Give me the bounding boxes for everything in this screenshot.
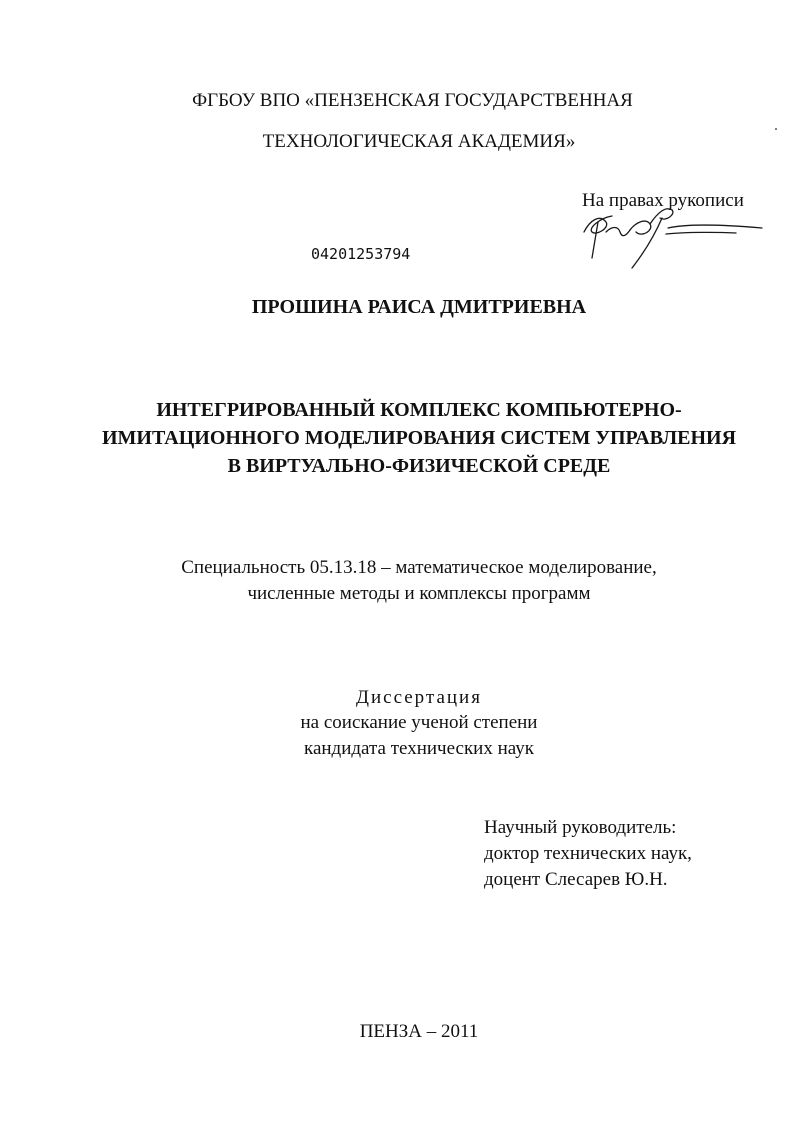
supervisor-name: доцент Слесарев Ю.Н.	[484, 869, 668, 890]
supervisor-label: Научный руководитель:	[484, 817, 677, 838]
title-line-3: В ВИРТУАЛЬНО-ФИЗИЧЕСКОЙ СРЕДЕ	[227, 455, 611, 477]
specialty-line-1: Специальность 05.13.18 – математическое моделирование,	[181, 557, 657, 578]
signature-scribble	[566, 192, 766, 277]
supervisor-degree: доктор технических наук,	[484, 843, 692, 864]
scan-speck	[775, 128, 777, 130]
institution-line-1: ФГБОУ ВПО «ПЕНЗЕНСКАЯ ГОСУДАРСТВЕННАЯ	[192, 90, 633, 111]
catalog-number: 04201253794	[311, 245, 411, 263]
city-year: ПЕНЗА – 2011	[359, 1021, 479, 1042]
dissertation-line-3: кандидата технических наук	[304, 738, 534, 759]
author-name: ПРОШИНА РАИСА ДМИТРИЕВНА	[251, 296, 587, 318]
dissertation-line-2: на соискание ученой степени	[300, 712, 538, 733]
manuscript-note: На правах рукописи	[582, 190, 744, 211]
specialty-line-2: численные методы и комплексы программ	[247, 583, 591, 604]
title-line-2: ИМИТАЦИОННОГО МОДЕЛИРОВАНИЯ СИСТЕМ УПРАВЛЕНИЯ	[101, 427, 737, 449]
institution-line-2: ТЕХНОЛОГИЧЕСКАЯ АКАДЕМИЯ»	[262, 131, 576, 152]
title-line-1: ИНТЕГРИРОВАННЫЙ КОМПЛЕКС КОМПЬЮТЕРНО-	[156, 399, 682, 421]
dissertation-heading: Диссертация	[356, 687, 482, 708]
